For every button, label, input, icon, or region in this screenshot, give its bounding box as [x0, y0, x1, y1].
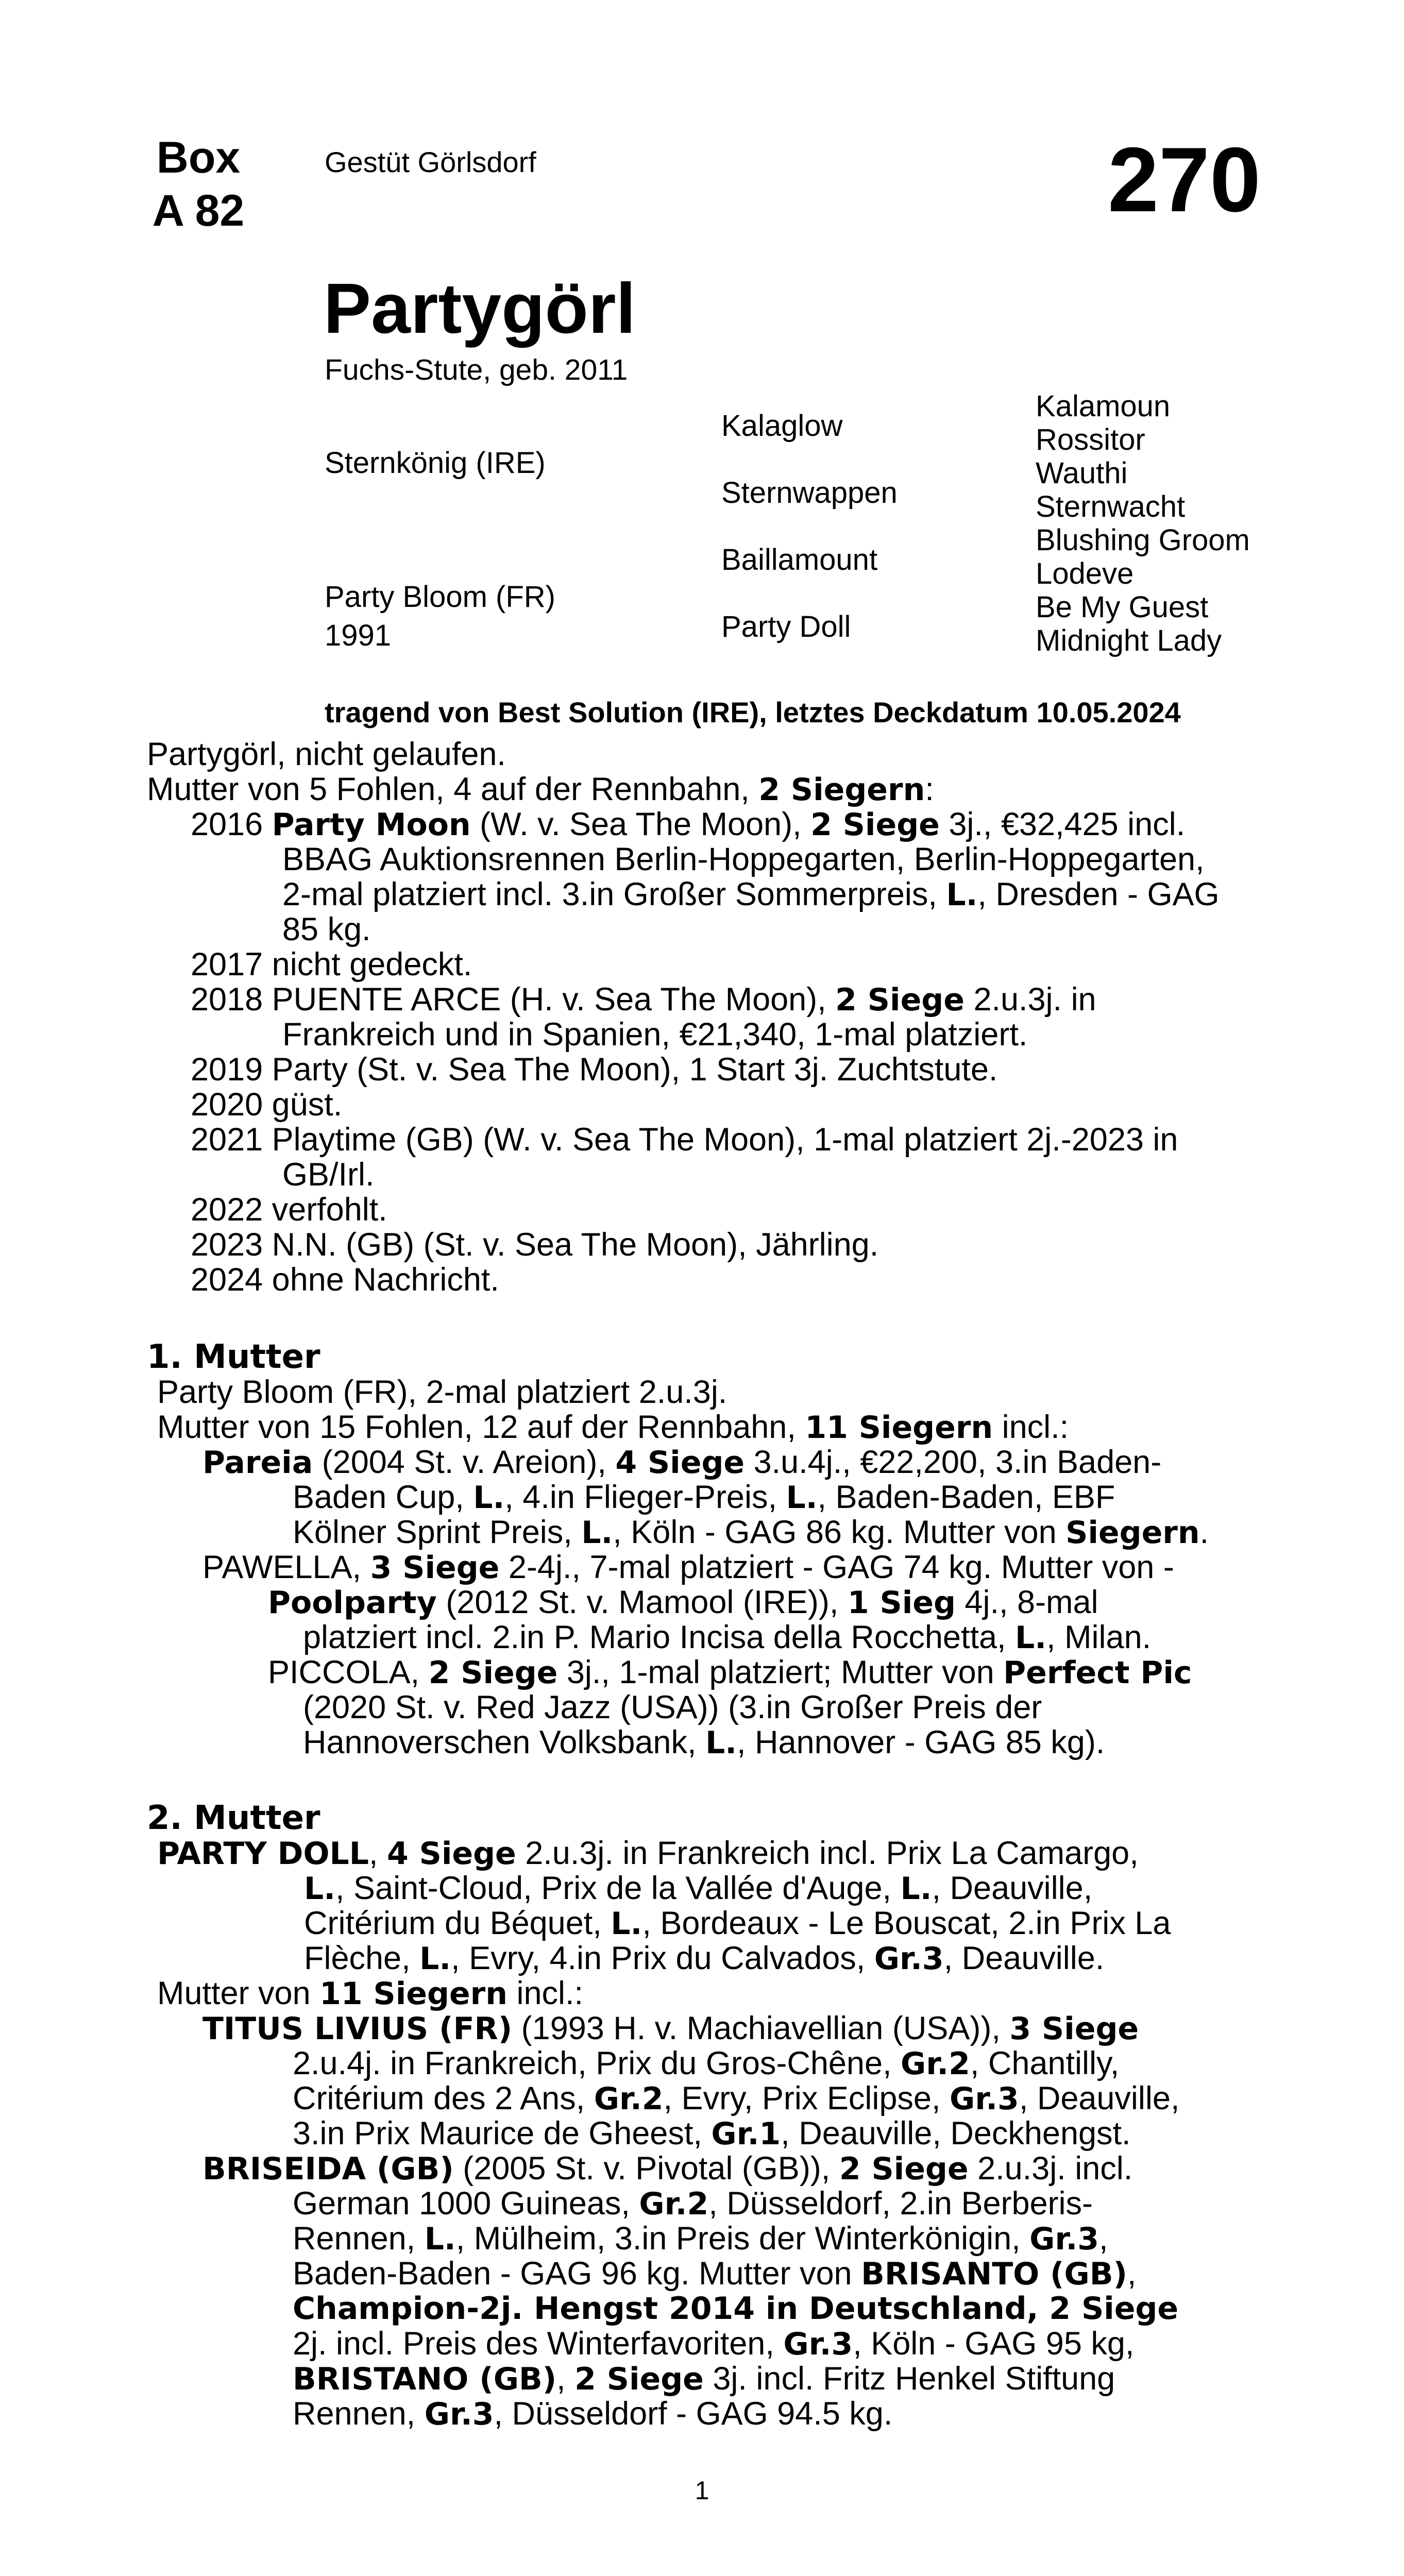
foal-name: Party Moon: [272, 807, 471, 843]
horse-entry-name: TITUS LIVIUS (FR): [202, 2011, 513, 2047]
pedigree-gen3-item: Be My Guest: [1036, 590, 1209, 624]
partydoll-line: Flèche, L., Evry, 4.in Prix du Calvados, Gr.3, Deauville.: [304, 1940, 1105, 1977]
wins-badge: 4 Siege: [615, 1445, 745, 1481]
box-label: [129, 131, 268, 238]
partydoll-line: Critérium du Béquet, L., Bordeaux - Le Bouscat, 2.in Prix La: [304, 1905, 1171, 1942]
briseida-line: 2j. incl. Preis des Winterfavoriten, Gr.3, Köln - GAG 95 kg,: [293, 2326, 1135, 2362]
horse-entry-name: BRISEIDA (GB): [202, 2151, 454, 2187]
pedigree-gen3-item: Wauthi: [1036, 456, 1128, 490]
horse-entry-name: Perfect Pic: [1003, 1655, 1192, 1691]
foal-2018-line: Frankreich und in Spanien, €21,340, 1-mal platziert.: [282, 1016, 1028, 1053]
piccola-line: Hannoverschen Volksbank, L., Hannover - GAG 85 kg).: [303, 1724, 1105, 1761]
box-line1: Box: [156, 133, 241, 182]
foal-2016-line: 2016 Party Moon (W. v. Sea The Moon), 2 Siege 3j., €32,425 incl.: [191, 806, 1186, 843]
partydoll-line: L., Saint-Cloud, Prix de la Vallée d'Auge, L., Deauville,: [304, 1870, 1093, 1907]
poolparty-line: Poolparty (2012 St. v. Mamool (IRE)), 1 Sieg 4j., 8-mal: [268, 1584, 1098, 1621]
foal-2024-line: 2024 ohne Nachricht.: [191, 1262, 499, 1298]
intro-text: :: [925, 771, 934, 807]
section-heading-mutter2: 2. Mutter: [147, 1799, 320, 1837]
wins-badge: 11 Siegern: [805, 1410, 993, 1446]
foal-2019-line: 2019 Party (St. v. Sea The Moon), 1 Start 3j. Zuchtstute.: [191, 1052, 998, 1088]
titus-line: TITUS LIVIUS (FR) (1993 H. v. Machiavellian (USA)), 3 Siege: [202, 2010, 1139, 2047]
pedigree-gen2-item: Party Doll: [721, 610, 851, 643]
piccola-line: (2020 St. v. Red Jazz (USA)) (3.in Großer Preis der: [303, 1689, 1042, 1725]
foal-2023-line: 2023 N.N. (GB) (St. v. Sea The Moon), Jährling.: [191, 1227, 879, 1263]
briseida-line: BRISEIDA (GB) (2005 St. v. Pivotal (GB)), 2 Siege 2.u.3j. incl.: [202, 2150, 1133, 2187]
pareia-line: Baden Cup, L., 4.in Flieger-Preis, L., Baden-Baden, EBF: [293, 1479, 1115, 1516]
lot-number: 270: [1108, 128, 1261, 231]
wins-badge: 2 Siege: [428, 1655, 558, 1691]
mutter1-line: Party Bloom (FR), 2-mal platziert 2.u.3j.: [157, 1374, 728, 1410]
titus-line: Critérium des 2 Ans, Gr.2, Evry, Prix Eclipse, Gr.3, Deauville,: [293, 2080, 1180, 2117]
wins-badge: 2 Siege: [574, 2361, 704, 2397]
horse-description: Fuchs-Stute, geb. 2011: [325, 353, 628, 386]
pedigree-gen2-item: Baillamount: [721, 543, 878, 577]
foal-2021-line: 2021 Playtime (GB) (W. v. Sea The Moon), 1-mal platziert 2j.-2023 in: [191, 1122, 1178, 1158]
pedigree-gen3-item: Sternwacht: [1036, 489, 1186, 523]
partydoll-line: PARTY DOLL, 4 Siege 2.u.3j. in Frankreich incl. Prix La Camargo,: [157, 1835, 1139, 1872]
pedigree-gen3-item: Rossitor: [1036, 422, 1145, 456]
briseida-line: Rennen, L., Mülheim, 3.in Preis der Winterkönigin, Gr.3,: [293, 2221, 1108, 2257]
piccola-line: PICCOLA, 2 Siege 3j., 1-mal platziert; Mutter von Perfect Pic: [268, 1654, 1192, 1691]
wins-badge: 2 Siege: [835, 982, 965, 1018]
wins-badge: 2 Siege: [810, 807, 940, 843]
pedigree-gen2-item: Sternwappen: [721, 476, 898, 510]
wins-badge: 1 Sieg: [847, 1585, 956, 1621]
poolparty-line: platziert incl. 2.in P. Mario Incisa della Rocchetta, L., Milan.: [303, 1619, 1152, 1656]
wins-badge: 3 Siege: [1009, 2011, 1139, 2047]
pedigree-dam: Party Bloom (FR): [325, 580, 555, 614]
pareia-line: Pareia (2004 St. v. Areion), 4 Siege 3.u.4j., €22,200, 3.in Baden-: [202, 1444, 1162, 1481]
pedigree-gen3-item: Blushing Groom: [1036, 523, 1250, 557]
intro-text: Partygörl, nicht gelaufen.: [147, 736, 506, 772]
mutter2-line: Mutter von 11 Siegern incl.:: [157, 1975, 583, 2012]
pareia-line: Kölner Sprint Preis, L., Köln - GAG 86 kg. Mutter von Siegern.: [293, 1514, 1209, 1551]
section-heading-mutter1: 1. Mutter: [147, 1338, 320, 1376]
pedigree-gen3-item: Midnight Lady: [1036, 623, 1222, 657]
foal-2016-line: 2-mal platziert incl. 3.in Großer Sommerpreis, L., Dresden - GAG: [282, 876, 1220, 913]
foal-2016-line: 85 kg.: [282, 911, 371, 947]
briseida-line: German 1000 Guineas, Gr.2, Düsseldorf, 2.in Berberis-: [293, 2185, 1093, 2222]
foal-2016-line: BBAG Auktionsrennen Berlin-Hoppegarten, Berlin-Hoppegarten,: [282, 841, 1205, 877]
briseida-line: Baden-Baden - GAG 96 kg. Mutter von BRISANTO (GB),: [293, 2256, 1137, 2292]
briseida-line: Rennen, Gr.3, Düsseldorf - GAG 94.5 kg.: [293, 2396, 893, 2432]
intro-winners: 2 Siegern: [758, 772, 925, 808]
briseida-line: BRISTANO (GB), 2 Siege 3j. incl. Fritz Henkel Stiftung: [293, 2361, 1115, 2397]
horse-name: Partygörl: [324, 269, 636, 348]
intro-line: [147, 772, 934, 807]
intro-line: [147, 737, 506, 772]
tragend-note: tragend von Best Solution (IRE), letztes Deckdatum 10.05.2024: [325, 696, 1181, 728]
foal-2022-line: 2022 verfohlt.: [191, 1192, 387, 1228]
pedigree-dam-year: 1991: [325, 619, 392, 652]
horse-entry-name: PARTY DOLL: [157, 1836, 369, 1872]
foal-2017-line: 2017 nicht gedeckt.: [191, 946, 472, 982]
intro-text: Mutter von 5 Fohlen, 4 auf der Rennbahn,: [147, 771, 759, 807]
wins-badge: 2 Siege: [839, 2151, 969, 2187]
foal-2021-line: GB/Irl.: [282, 1157, 375, 1193]
pawella-line: PAWELLA, 3 Siege 2-4j., 7-mal platziert - GAG 74 kg. Mutter von -: [202, 1549, 1174, 1586]
page-number: 1: [695, 2476, 709, 2505]
foal-2018-line: 2018 PUENTE ARCE (H. v. Sea The Moon), 2 Siege 2.u.3j. in: [191, 981, 1096, 1018]
wins-badge: 3 Siege: [370, 1550, 500, 1586]
pedigree-gen3: [1036, 390, 1250, 658]
horse-entry-name: Poolparty: [268, 1585, 437, 1621]
pedigree-sire: Sternkönig (IRE): [325, 446, 546, 480]
mutter1-line: Mutter von 15 Fohlen, 12 auf der Rennbahn, 11 Siegern incl.:: [157, 1409, 1069, 1446]
briseida-line: Champion-2j. Hengst 2014 in Deutschland, 2 Siege: [293, 2291, 1179, 2327]
foal-2020-line: 2020 güst.: [191, 1087, 343, 1123]
pedigree-gen3-item: Lodeve: [1036, 556, 1134, 590]
horse-entry-name: Pareia: [202, 1445, 313, 1481]
wins-badge: 11 Siegern: [319, 1976, 508, 2012]
box-line2: A 82: [152, 186, 245, 236]
horse-entry-name: BRISTANO (GB): [293, 2361, 557, 2397]
pedigree-gen2-item: Kalaglow: [721, 409, 843, 443]
wins-badge: 4 Siege: [386, 1836, 516, 1872]
titus-line: 3.in Prix Maurice de Gheest, Gr.1, Deauville, Deckhengst.: [293, 2115, 1131, 2152]
titus-line: 2.u.4j. in Frankreich, Prix du Gros-Chêne, Gr.2, Chantilly,: [293, 2045, 1120, 2082]
stud-name: Gestüt Görlsdorf: [325, 146, 536, 178]
pedigree-gen3-item: Kalamoun: [1036, 389, 1171, 423]
